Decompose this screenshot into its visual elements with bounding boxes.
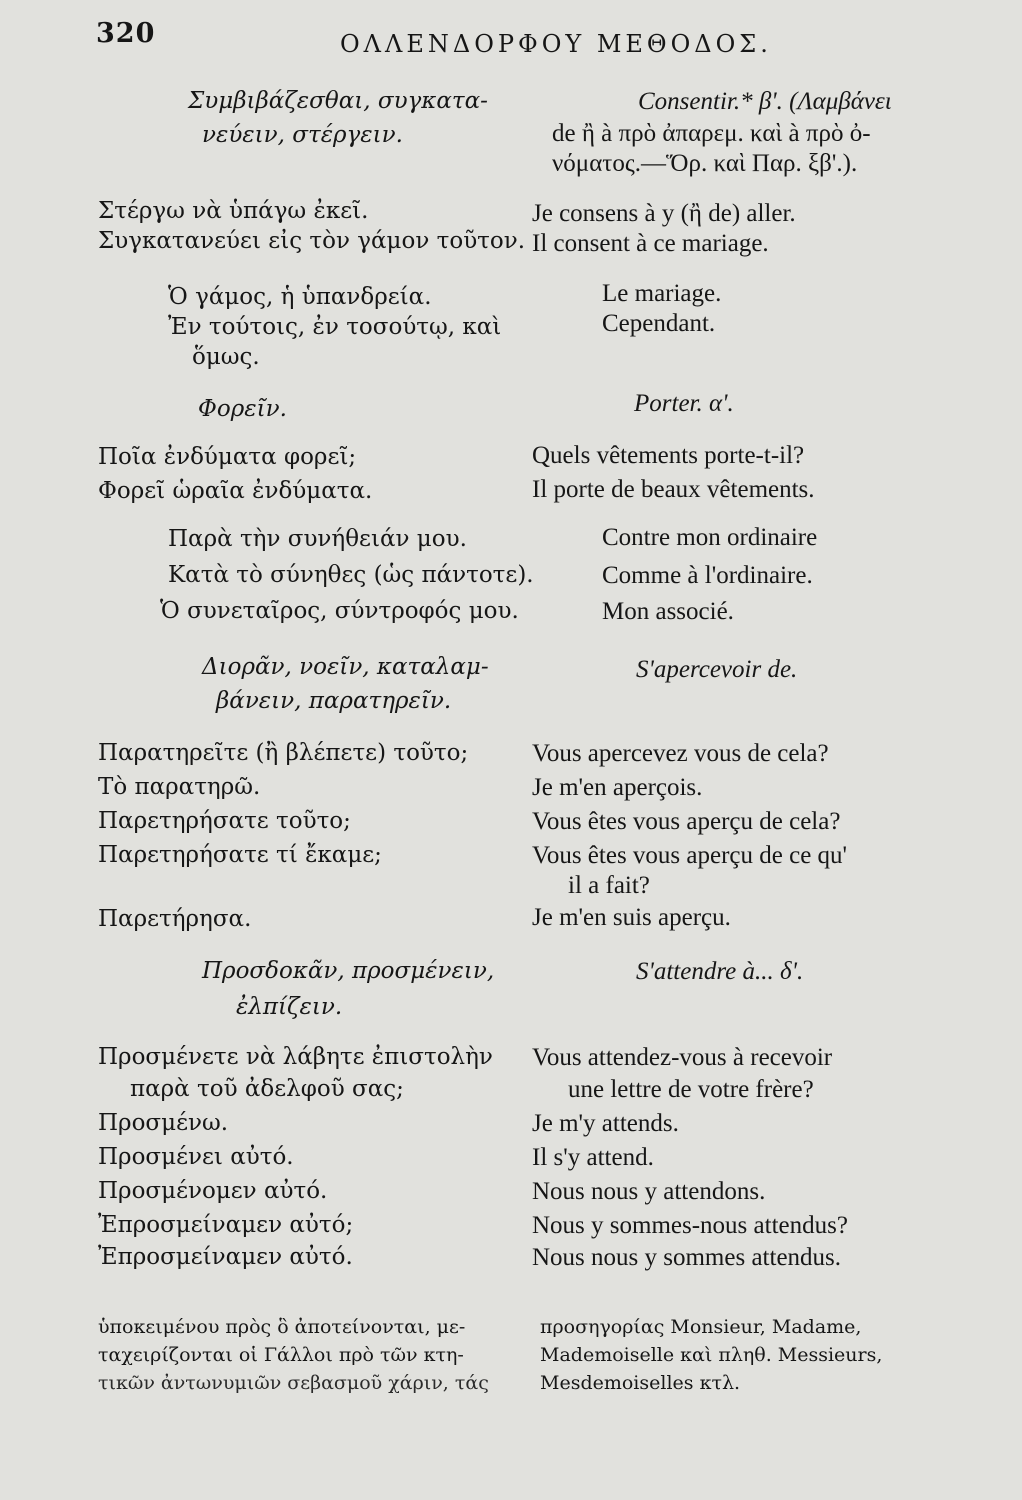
greek-sentence: Παρετηρήσατε τοῦτο; [98, 808, 351, 834]
greek-sentence: Παρατηρεῖτε (ἢ βλέπετε) τοῦτο; [98, 740, 469, 766]
running-title: ΟΛΛΕΝΔΟΡΦΟΥ ΜΕΘΟΔΟΣ. [340, 30, 772, 58]
heading-greek-4b: ἐλπίζειν. [236, 994, 343, 1020]
french-sentence: Nous nous y sommes attendus. [532, 1244, 842, 1271]
french-sentence: Il porte de beaux vêtements. [532, 476, 815, 503]
french-sentence: Il consent à ce mariage. [532, 230, 769, 257]
french-vocab: Comme à l'ordinaire. [602, 562, 813, 589]
heading-french-2: Porter. α'. [634, 390, 734, 417]
french-sentence: Vous êtes vous aperçu de ce qu' [532, 842, 848, 869]
greek-sentence: Παρετηρήσατε τί ἔκαμε; [98, 842, 382, 868]
french-sentence: Vous apercevez vous de cela? [532, 740, 829, 767]
heading-french-4: S'attendre à... δ'. [636, 958, 804, 985]
heading-greek-3b: βάνειν, παρατηρεῖν. [216, 688, 452, 714]
french-sentence: Quels vêtements porte-t-il? [532, 442, 805, 469]
greek-sentence: Προσμένω. [98, 1110, 229, 1136]
greek-vocab: Κατὰ τὸ σύνηθες (ὡς πάντοτε). [168, 562, 534, 588]
french-sentence: il a fait? [568, 872, 650, 899]
french-vocab: Contre mon ordinaire [602, 524, 818, 551]
greek-vocab: Ἐν τούτοις, ἐν τοσούτῳ, καὶ [168, 314, 502, 340]
french-vocab: Le mariage. [602, 280, 722, 307]
greek-sentence: Στέργω νὰ ὑπάγω ἐκεῖ. [98, 198, 369, 224]
footnote-line: Mesdemoiselles κτλ. [540, 1372, 741, 1394]
heading-greek-1: Συμβιβάζεσθαι, συγκατα- [188, 88, 488, 114]
footnote-line: ταχειρίζονται οἱ Γάλλοι πρὸ τῶν κτη- [98, 1344, 464, 1366]
french-sentence: Vous attendez-vous à recevoir [532, 1044, 833, 1071]
french-sentence: Nous nous y attendons. [532, 1178, 766, 1205]
heading-greek-4: Προσδοκᾶν, προσμένειν, [202, 958, 495, 984]
footnote-line: προσηγορίας Monsieur, Madame, [540, 1316, 862, 1338]
french-sentence: Je m'en aperçois. [532, 774, 703, 801]
heading-greek-2: Φορεῖν. [198, 396, 287, 422]
heading-french-1: Consentir.* β'. (Λαμβάνει [638, 88, 892, 115]
footnote-line: Mademoiselle καὶ πληθ. Messieurs, [540, 1344, 883, 1366]
greek-sentence: Ἐπροσμείναμεν αὐτό. [98, 1244, 353, 1270]
french-sentence: Nous y sommes-nous attendus? [532, 1212, 848, 1239]
greek-vocab: Ὁ συνεταῖρος, σύντροφός μου. [160, 598, 519, 624]
greek-sentence: Προσμένομεν αὐτό. [98, 1178, 328, 1204]
greek-sentence: Συγκατανεύει εἰς τὸν γάμον τοῦτον. [98, 228, 526, 254]
french-sentence: Je m'y attends. [532, 1110, 679, 1137]
french-sentence: une lettre de votre frère? [568, 1076, 814, 1103]
greek-sentence: Ποῖα ἐνδύματα φορεῖ; [98, 444, 357, 470]
greek-sentence: Παρετήρησα. [98, 906, 252, 932]
greek-vocab: Παρὰ τὴν συνήθειάν μου. [168, 526, 467, 552]
greek-sentence: Ἐπροσμείναμεν αὐτό; [98, 1212, 354, 1238]
french-vocab: Mon associé. [602, 598, 734, 625]
french-sentence: Je m'en suis aperçu. [532, 904, 731, 931]
greek-sentence: Προσμένετε νὰ λάβητε ἐπιστολὴν [98, 1044, 493, 1070]
heading-greek-3: Διορᾶν, νοεῖν, καταλαμ- [202, 654, 489, 680]
greek-sentence: Φορεῖ ὡραῖα ἐνδύματα. [98, 478, 373, 504]
greek-sentence: Τὸ παρατηρῶ. [98, 774, 261, 800]
french-note: de ἢ à πρὸ ἀπαρεμ. καὶ à πρὸ ὀ- [552, 120, 871, 147]
french-note: νόματος.—Ὅρ. καὶ Παρ. ξβ'.). [552, 150, 858, 177]
footnote-line: ὑποκειμένου πρὸς ὃ ἀποτείνονται, με- [98, 1316, 466, 1338]
greek-vocab: ὅμως. [192, 344, 260, 370]
french-vocab: Cependant. [602, 310, 716, 337]
heading-french-3: S'apercevoir de. [636, 656, 798, 683]
heading-greek-1b: νεύειν, στέργειν. [202, 122, 403, 148]
greek-sentence: παρὰ τοῦ ἀδελφοῦ σας; [130, 1076, 404, 1102]
greek-sentence: Προσμένει αὐτό. [98, 1144, 294, 1170]
page-number: 320 [96, 18, 156, 49]
french-sentence: Il s'y attend. [532, 1144, 654, 1171]
french-sentence: Vous êtes vous aperçu de cela? [532, 808, 841, 835]
greek-vocab: Ὁ γάμος, ἡ ὑπανδρεία. [168, 284, 432, 310]
french-sentence: Je consens à y (ἢ de) aller. [532, 200, 796, 227]
footnote-line: τικῶν ἀντωνυμιῶν σεβασμοῦ χάριν, τάς [98, 1372, 489, 1394]
